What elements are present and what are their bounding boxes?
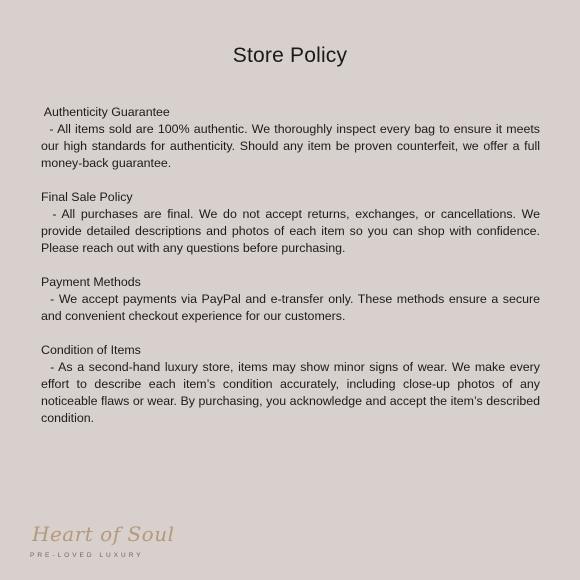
policy-section-condition bbox=[41, 342, 544, 427]
section-body-payment: - We accept payments via PayPal and e-transfer only. These methods ensure a secure and convenient checkout experience for our customers. bbox=[41, 292, 544, 323]
brand-logo bbox=[14, 522, 175, 568]
page-title: Store Policy bbox=[232, 44, 348, 67]
section-body-final-sale: - All purchases are final. We do not accept returns, exchanges, or cancellations. We provide detailed descriptions and photos of each item so you can shop with confidence. Please reach out with any questions before purchasing. bbox=[41, 207, 544, 255]
section-title-condition: Condition of Items bbox=[41, 343, 141, 357]
section-body-authenticity: - All items sold are 100% authentic. We thoroughly inspect every bag to ensure it meets our high standards for authenticity. Should any item be proven counterfeit, we offer a full money-back guarantee. bbox=[41, 122, 544, 170]
policy-section-authenticity bbox=[41, 104, 544, 172]
section-title-final-sale: Final Sale Policy bbox=[41, 190, 133, 204]
section-title-authenticity: Authenticity Guarantee bbox=[41, 105, 170, 119]
logo-script-text: Heart of Soul bbox=[32, 522, 175, 546]
section-title-payment: Payment Methods bbox=[41, 275, 141, 289]
section-body-condition: - As a second-hand luxury store, items may show minor signs of wear. We make every effort to describe each item’s condition accurately, including close-up photos of any noticeable flaws or wear. By purchasing, you acknowledge and accept the item’s described condition. bbox=[41, 360, 544, 425]
logo-tagline: PRE-LOVED LUXURY bbox=[30, 552, 144, 559]
policy-section-final-sale bbox=[41, 189, 544, 257]
policy-content bbox=[41, 104, 544, 444]
policy-section-payment bbox=[41, 274, 544, 325]
